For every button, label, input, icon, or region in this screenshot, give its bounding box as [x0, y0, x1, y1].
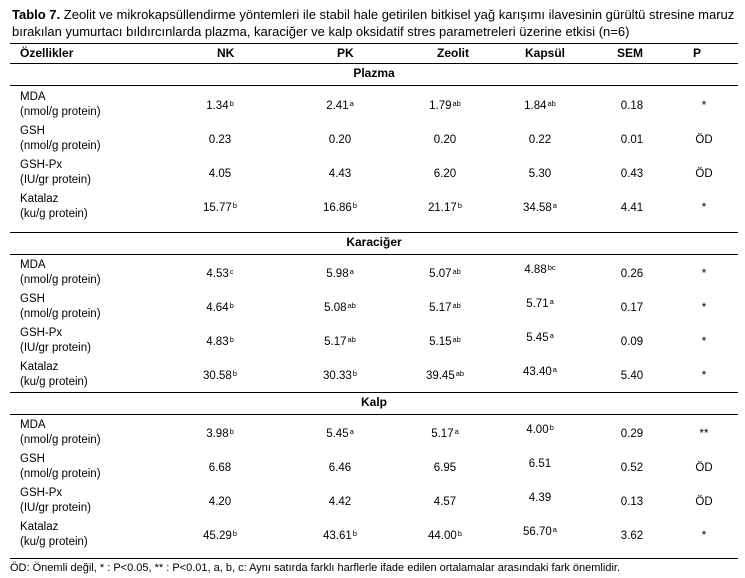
significance-letter: ab [347, 335, 356, 344]
parameter-unit: (IU/gr protein) [20, 174, 91, 186]
value-cell-nk [185, 99, 255, 114]
value-cell-kapsul [505, 457, 575, 472]
mean-value: 15.77 [203, 202, 232, 214]
parameter-name: MDA [20, 91, 46, 103]
value-cell-pk [305, 99, 375, 114]
mean-value: 0.20 [328, 134, 352, 146]
parameter-name: MDA [20, 259, 46, 271]
mean-value: 44.00 [428, 530, 457, 542]
significance-letter: b [232, 529, 237, 538]
value-cell-kapsul [505, 201, 575, 216]
significance-letter: c [229, 267, 234, 276]
parameter-name: GSH [20, 293, 45, 305]
p-value: * [701, 336, 707, 348]
value-cell-kapsul [505, 423, 575, 438]
mean-value: 5.17 [324, 336, 347, 348]
significance-letter: a [552, 525, 557, 534]
row-label [20, 452, 101, 482]
mean-value: 5.45 [526, 332, 549, 344]
significance-letter: a [552, 201, 557, 210]
sem-value: 0.09 [620, 336, 644, 348]
parameter-name: GSH-Px [20, 487, 63, 499]
row-label [20, 158, 91, 188]
significance-letter: b [457, 201, 462, 210]
value-cell-zeolit [410, 427, 480, 442]
parameter-unit: (nmol/g protein) [20, 434, 101, 446]
section-rule [10, 414, 738, 415]
significance-letter: ab [452, 267, 461, 276]
mean-value: 56.70 [523, 526, 552, 538]
value-cell-pk [305, 267, 375, 282]
parameter-unit: (nmol/g protein) [20, 106, 101, 118]
section-title: Karaciğer [346, 235, 402, 249]
p-value: * [701, 202, 707, 214]
sem-value: 0.43 [620, 168, 644, 180]
header-pk: PK [337, 46, 354, 60]
header-rule [10, 63, 738, 64]
row-label [20, 360, 88, 390]
mean-value: 4.42 [328, 496, 352, 508]
significance-letter: ab [452, 335, 461, 344]
table-row [0, 418, 745, 452]
mean-value: 5.15 [429, 336, 452, 348]
significance-letter: b [352, 201, 357, 210]
significance-letter: ab [452, 301, 461, 310]
mean-value: 4.57 [433, 496, 457, 508]
mean-value: 0.23 [208, 134, 232, 146]
value-cell-nk [185, 133, 255, 148]
table-row [0, 292, 745, 326]
significance-letter: a [552, 365, 557, 374]
value-cell-pk [305, 335, 375, 350]
value-cell-zeolit [410, 267, 480, 282]
significance-letter: a [549, 297, 554, 306]
table-caption [12, 6, 742, 40]
parameter-unit: (nmol/g protein) [20, 274, 101, 286]
value-cell-nk [185, 301, 255, 316]
value-cell-pk [305, 495, 375, 510]
p-value: ÖD [695, 496, 713, 508]
p-value: * [701, 530, 707, 542]
mean-value: 5.45 [326, 428, 349, 440]
mean-value: 16.86 [323, 202, 352, 214]
significance-letter: a [349, 427, 354, 436]
significance-letter: b [457, 529, 462, 538]
parameter-unit: (ku/g protein) [20, 208, 88, 220]
sem-value: 0.26 [620, 268, 644, 280]
mean-value: 4.43 [328, 168, 352, 180]
row-label [20, 124, 101, 154]
value-cell-nk [185, 201, 255, 216]
mean-value: 5.71 [526, 298, 549, 310]
parameter-unit: (IU/gr protein) [20, 502, 91, 514]
table-row [0, 124, 745, 158]
p-value: * [701, 100, 707, 112]
value-cell-nk [185, 167, 255, 182]
significance-letter: a [454, 427, 459, 436]
significance-letter: a [549, 331, 554, 340]
significance-letter: b [352, 369, 357, 378]
parameter-unit: (nmol/g protein) [20, 468, 101, 480]
parameter-name: Katalaz [20, 521, 59, 533]
value-cell-kapsul [505, 99, 575, 114]
p-value: ÖD [695, 462, 713, 474]
value-cell-pk [305, 201, 375, 216]
parameter-unit: (nmol/g protein) [20, 308, 101, 320]
value-cell-nk [185, 369, 255, 384]
mean-value: 0.20 [433, 134, 457, 146]
p-value: * [701, 302, 707, 314]
significance-letter: ab [347, 301, 356, 310]
top-rule [10, 43, 738, 44]
mean-value: 45.29 [203, 530, 232, 542]
mean-value: 6.46 [328, 462, 352, 474]
mean-value: 43.40 [523, 366, 552, 378]
mean-value: 39.45 [425, 370, 455, 382]
value-cell-pk [305, 167, 375, 182]
value-cell-nk [185, 461, 255, 476]
significance-letter: ab [452, 99, 461, 108]
parameter-name: GSH [20, 453, 45, 465]
section-end-rule [10, 232, 738, 233]
significance-letter: a [349, 267, 354, 276]
row-label [20, 90, 101, 120]
header-nk: NK [217, 46, 235, 60]
mean-value: 3.98 [206, 428, 229, 440]
significance-letter: ab [455, 369, 465, 378]
sem-value: 0.13 [620, 496, 644, 508]
parameter-name: GSH [20, 125, 45, 137]
p-value: ÖD [695, 168, 713, 180]
value-cell-pk [305, 529, 375, 544]
value-cell-zeolit [410, 335, 480, 350]
mean-value: 2.41 [326, 100, 349, 112]
value-cell-zeolit [410, 201, 480, 216]
sem-value: 0.18 [620, 100, 644, 112]
p-value: * [701, 268, 707, 280]
significance-letter: b [229, 335, 234, 344]
row-label [20, 326, 91, 356]
significance-letter: b [229, 427, 234, 436]
sem-value: 0.52 [620, 462, 644, 474]
sem-value: 0.29 [620, 428, 644, 440]
mean-value: 4.64 [206, 302, 229, 314]
mean-value: 30.58 [203, 370, 232, 382]
mean-value: 4.00 [526, 424, 549, 436]
value-cell-zeolit [410, 529, 480, 544]
value-cell-kapsul [505, 297, 575, 312]
mean-value: 6.20 [433, 168, 457, 180]
section-rule [10, 254, 738, 255]
significance-letter: b [549, 423, 554, 432]
significance-letter: b [232, 369, 237, 378]
header-sem: SEM [617, 46, 644, 60]
significance-letter: b [352, 529, 357, 538]
row-label [20, 192, 88, 222]
value-cell-pk [305, 461, 375, 476]
parameter-name: GSH-Px [20, 327, 63, 339]
mean-value: 1.34 [206, 100, 229, 112]
value-cell-kapsul [505, 525, 575, 540]
value-cell-zeolit [410, 301, 480, 316]
value-cell-zeolit [410, 99, 480, 114]
table-row [0, 326, 745, 360]
row-label [20, 418, 101, 448]
table-footnote: ÖD: Önemli değil, * : P<0.05, ** : P<0.01, a, b, c: Aynı satırda farklı harflerle ifade edilen ortalamalar arasındaki fark önemlidir. [10, 562, 620, 574]
table-row [0, 192, 745, 226]
mean-value: 4.88 [524, 264, 547, 276]
value-cell-zeolit [410, 495, 480, 510]
parameter-unit: (IU/gr protein) [20, 342, 91, 354]
sem-value: 4.41 [620, 202, 644, 214]
value-cell-nk [185, 427, 255, 442]
mean-value: 0.22 [528, 134, 552, 146]
mean-value: 4.39 [528, 492, 552, 504]
significance-letter: b [229, 301, 234, 310]
caption-text: Zeolit ve mikrokapsüllendirme yöntemleri ile stabil hale getirilen bitkisel yağ karışımı ilavesinin gürültü stresine maruz bırakılan yumurtacı bıldırcınlarda plazma, karaciğer ve kalp oksidatif stres parametreleri üzerine etkisi (n=6) [12, 7, 735, 39]
table-row [0, 452, 745, 486]
mean-value: 21.17 [428, 202, 457, 214]
value-cell-pk [305, 133, 375, 148]
parameter-name: Katalaz [20, 361, 59, 373]
significance-letter: b [232, 201, 237, 210]
row-label [20, 520, 88, 550]
significance-letter: ab [547, 99, 556, 108]
header-p: P [693, 46, 702, 60]
mean-value: 5.17 [429, 302, 452, 314]
mean-value: 5.07 [429, 268, 452, 280]
mean-value: 5.30 [528, 168, 552, 180]
significance-letter: bc [547, 263, 556, 272]
parameter-unit: (ku/g protein) [20, 376, 88, 388]
bottom-rule [10, 558, 738, 559]
value-cell-kapsul [505, 365, 575, 380]
section-title: Kalp [360, 395, 387, 409]
value-cell-nk [185, 335, 255, 350]
value-cell-nk [185, 495, 255, 510]
value-cell-pk [305, 369, 375, 384]
value-cell-kapsul [505, 263, 575, 278]
section-end-rule [10, 392, 738, 393]
parameter-name: MDA [20, 419, 46, 431]
significance-letter: b [229, 99, 234, 108]
mean-value: 1.79 [429, 100, 452, 112]
mean-value: 6.95 [433, 462, 457, 474]
row-label [20, 258, 101, 288]
mean-value: 6.68 [208, 462, 232, 474]
table-row [0, 520, 745, 554]
table-row [0, 486, 745, 520]
sem-value: 3.62 [620, 530, 644, 542]
value-cell-nk [185, 529, 255, 544]
table-row [0, 90, 745, 124]
value-cell-nk [185, 267, 255, 282]
sem-value: 5.40 [620, 370, 644, 382]
value-cell-kapsul [505, 331, 575, 346]
row-label [20, 486, 91, 516]
section-title: Plazma [353, 66, 395, 80]
mean-value: 5.17 [431, 428, 454, 440]
p-value: * [701, 370, 707, 382]
parameter-name: GSH-Px [20, 159, 63, 171]
mean-value: 1.84 [524, 100, 547, 112]
value-cell-pk [305, 301, 375, 316]
row-label [20, 292, 101, 322]
mean-value: 4.83 [206, 336, 229, 348]
value-cell-zeolit [410, 369, 480, 384]
value-cell-pk [305, 427, 375, 442]
mean-value: 6.51 [528, 458, 552, 470]
value-cell-zeolit [410, 461, 480, 476]
value-cell-kapsul [505, 133, 575, 148]
section-rule [10, 85, 738, 86]
mean-value: 30.33 [323, 370, 352, 382]
mean-value: 4.53 [206, 268, 229, 280]
sem-value: 0.17 [620, 302, 644, 314]
mean-value: 4.05 [208, 168, 232, 180]
parameter-name: Katalaz [20, 193, 59, 205]
header-zeolit: Zeolit [437, 46, 469, 60]
value-cell-zeolit [410, 167, 480, 182]
table-row [0, 360, 745, 394]
caption-label: Tablo 7. [12, 7, 61, 22]
value-cell-zeolit [410, 133, 480, 148]
parameter-unit: (ku/g protein) [20, 536, 88, 548]
header-ozellikler: Özellikler [20, 46, 74, 60]
mean-value: 4.20 [208, 496, 232, 508]
mean-value: 43.61 [323, 530, 352, 542]
p-value: ÖD [695, 134, 713, 146]
table-row [0, 158, 745, 192]
mean-value: 34.58 [523, 202, 552, 214]
parameter-unit: (nmol/g protein) [20, 140, 101, 152]
value-cell-kapsul [505, 491, 575, 506]
p-value: ** [699, 428, 709, 440]
table-row [0, 258, 745, 292]
value-cell-kapsul [505, 167, 575, 182]
significance-letter: a [349, 99, 354, 108]
mean-value: 5.08 [324, 302, 347, 314]
mean-value: 5.98 [326, 268, 349, 280]
sem-value: 0.01 [620, 134, 644, 146]
header-kapsul: Kapsül [525, 46, 566, 60]
